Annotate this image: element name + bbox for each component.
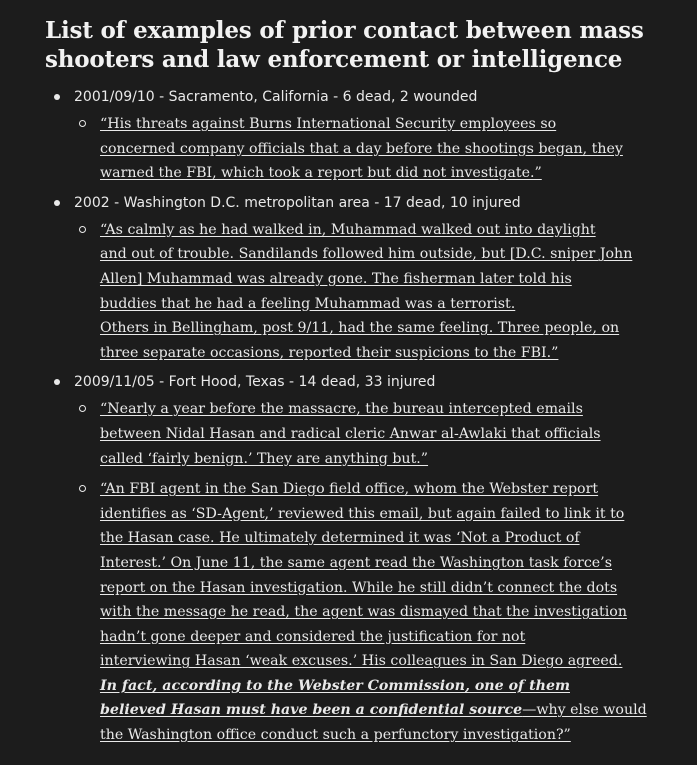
examples-list [45, 86, 645, 748]
entry-heading: 2001/09/10 - Sacramento, California - 6 dead, 2 wounded [74, 89, 478, 105]
quote-list [74, 397, 645, 747]
quote-line: “His threats against Burns International Security employees so [100, 116, 557, 132]
quote-item [74, 397, 645, 471]
list-item [45, 192, 645, 366]
quote-line: identifies as ‘SD-Agent,’ reviewed this email, but again failed to link it to [100, 505, 625, 522]
quote-line: buddies that he had a feeling Muhammad was a terrorist. [100, 295, 516, 312]
emphasis-line: In fact, according to the Webster Commission, one of them [100, 677, 570, 694]
quote-list [74, 218, 645, 366]
circle-bullet-icon [79, 120, 86, 127]
quote-line: “An FBI agent in the San Diego field office, whom the Webster report [100, 481, 599, 498]
entry-heading: 2002 - Washington D.C. metropolitan area - 17 dead, 10 injured [74, 194, 521, 211]
quote-line: interviewing Hasan ‘weak excuses.’ His colleagues in San Diego agreed. [100, 653, 623, 670]
quote-line: “Nearly a year before the massacre, the bureau intercepted emails [100, 401, 583, 418]
quote-line: “As calmly as he had walked in, Muhammad walked out into daylight [100, 221, 596, 238]
page-title: List of examples of prior contact between mass shooters and law enforcement or intelligence [45, 17, 644, 73]
quote-line: Allen] Muhammad was already gone. The fisherman later told his [100, 270, 572, 287]
quote-line: Others in Bellingham, post 9/11, had the same feeling. Three people, on [100, 320, 620, 337]
quote-line: with the message he read, the agent was dismayed that the investigation [100, 604, 627, 621]
circle-bullet-icon [79, 405, 86, 412]
bullet-icon [54, 379, 60, 385]
quote-link[interactable] [100, 218, 645, 366]
quote-line: called ‘fairly benign.’ They are anything but.” [100, 450, 429, 467]
circle-bullet-icon [79, 485, 86, 492]
quote-line [100, 698, 645, 723]
quote-line: report on the Hasan investigation. While he still didn’t connect the dots [100, 579, 618, 596]
quote-line: Interest.’ On June 11, the same agent read the Washington task force’s [100, 554, 612, 571]
quote-line: between Nidal Hasan and radical cleric Anwar al-Awlaki that officials [100, 425, 601, 442]
list-item [45, 371, 645, 747]
bullet-icon [54, 200, 60, 206]
quote-item [74, 112, 645, 186]
quote-text: —why else would [522, 702, 647, 719]
quote-line: hadn’t gone deeper and considered the justification for not [100, 628, 526, 645]
quote-item [74, 218, 645, 366]
entry-heading: 2009/11/05 - Fort Hood, Texas - 14 dead, 33 injured [74, 374, 436, 391]
emphasis-text: believed Hasan must have been a confidential source [100, 702, 523, 719]
quote-link[interactable] [100, 112, 645, 186]
quote-item [74, 477, 645, 748]
bullet-icon [54, 94, 60, 100]
quote-line: the Washington office conduct such a perfunctory investigation?” [100, 727, 571, 744]
quote-line: warned the FBI, which took a report but did not investigate.” [100, 165, 542, 182]
quote-list [74, 112, 645, 186]
quote-line: and out of trouble. Sandilands followed him outside, but [D.C. sniper John [100, 246, 633, 263]
quote-link[interactable] [100, 477, 645, 748]
quote-line: concerned company officials that a day before the shootings began, they [100, 140, 623, 157]
quote-line: three separate occasions, reported their suspicions to the FBI.” [100, 344, 559, 361]
list-item [45, 86, 645, 186]
circle-bullet-icon [79, 226, 86, 233]
quote-link[interactable] [100, 397, 645, 471]
quote-line: the Hasan case. He ultimately determined it was ‘Not a Product of [100, 530, 580, 547]
